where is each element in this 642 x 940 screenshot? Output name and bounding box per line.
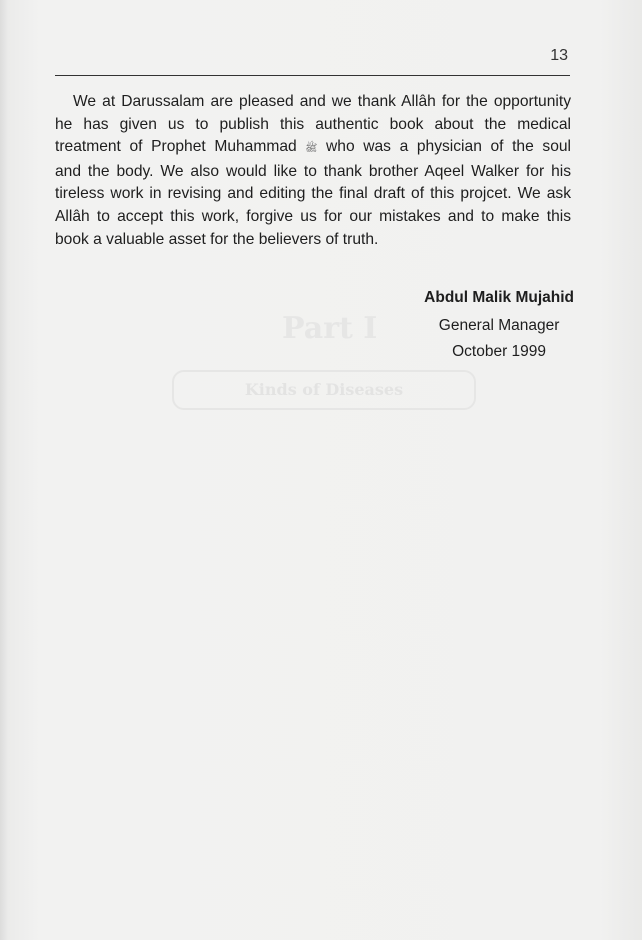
body-paragraph [55,91,571,251]
show-through-title: Part I [282,311,378,346]
paragraph-line: tireless work in revising and editing the final draft of this projcet. We ask [55,185,571,203]
paragraph-text: who was a physician of the soul [326,138,571,156]
paragraph-line [55,136,571,161]
header-rule [55,75,570,76]
paragraph-line: We at Darussalam are pleased and we thank Allâh for the opportunity [73,93,571,110]
paragraph-text: treatment of Prophet Muhammad [55,138,297,156]
salutation-symbol: ﷺ [305,143,318,155]
show-through-subtitle: Kinds of Diseases [172,370,476,410]
page-number: 13 [550,47,568,64]
signature-date: October 1999 [452,343,547,360]
signatory-name: Abdul Malik Mujahid [424,289,574,306]
paragraph-line: and the body. We also would like to thank brother Aqeel Walker for his [55,162,571,180]
paragraph-line: Allâh to accept this work, forgive us for our mistakes and to make this [55,207,571,225]
signature-block [424,289,574,365]
signatory-title: General Manager [438,317,560,334]
paragraph-line: book a valuable asset for the believers of truth. [55,230,379,248]
paragraph-line: he has given us to publish this authentic book about the medical [55,115,571,133]
